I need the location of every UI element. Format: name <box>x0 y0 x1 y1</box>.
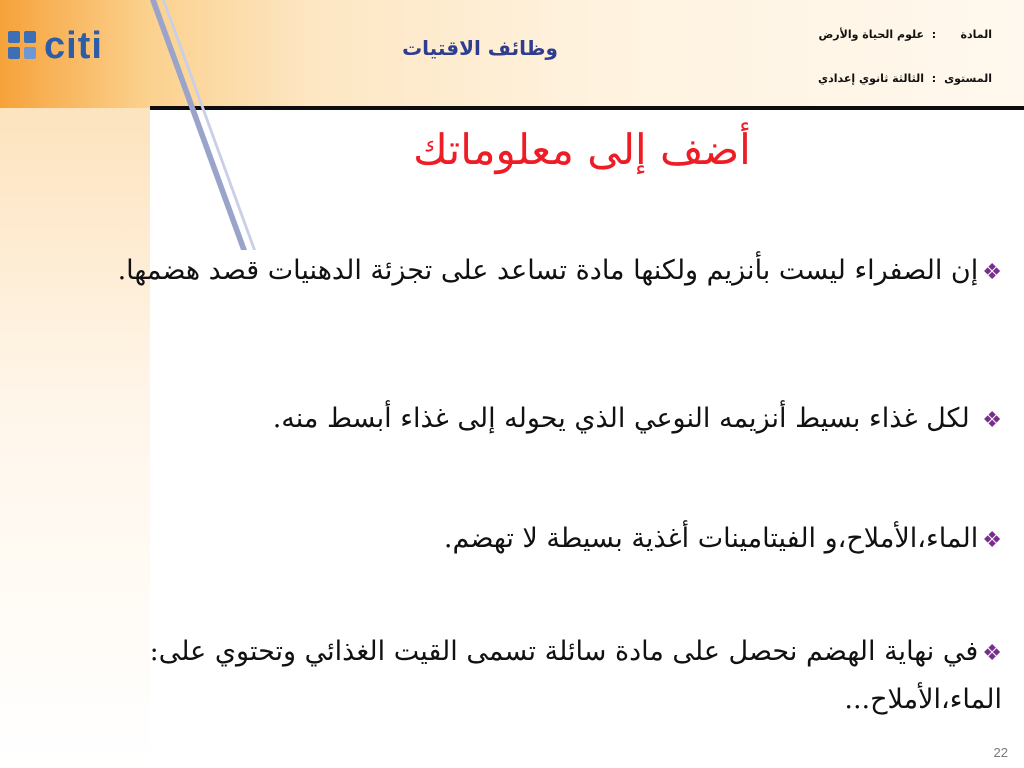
logo-icon <box>8 31 38 61</box>
citi-logo <box>8 26 103 66</box>
separator: : <box>931 28 937 41</box>
diamond-bullet-icon: ❖ <box>982 641 1002 666</box>
diamond-bullet-icon: ❖ <box>982 260 1002 285</box>
bullet-item <box>100 248 1002 296</box>
level-label: المستوى <box>944 72 992 85</box>
level-line <box>818 72 992 85</box>
header-title: وظائف الاقتيات <box>402 36 558 60</box>
separator: : <box>931 72 937 85</box>
subject-value: علوم الحياة والأرض <box>818 28 924 41</box>
bullet-text: إن الصفراء ليست بأنزيم ولكنها مادة تساعد على تجزئة الدهنيات قصد هضمها. <box>117 255 979 286</box>
subject-label: المادة <box>960 28 992 41</box>
bullet-text: الماء،الأملاح،و الفيتامينات أغذية بسيطة لا تهضم. <box>443 523 979 554</box>
subject-line <box>819 28 993 41</box>
bullet-item <box>100 396 1002 444</box>
bullet-text: في نهاية الهضم نحصل على مادة سائلة تسمى القيت الغذائي وتحتوي على: الماء،الأملاح... <box>149 636 1002 715</box>
bullet-item <box>100 516 1002 564</box>
header-divider <box>150 106 1024 110</box>
level-value: الثالثة ثانوي إعدادي <box>818 72 924 85</box>
bullet-text: لكل غذاء بسيط أنزيمه النوعي الذي يحوله إلى غذاء أبسط منه. <box>272 403 979 434</box>
page-number: 22 <box>993 745 1008 760</box>
bullet-item <box>100 629 1002 723</box>
logo-text: citi <box>44 24 103 67</box>
slide-title: أضف إلى معلوماتك <box>413 125 751 174</box>
diamond-bullet-icon: ❖ <box>982 408 1002 433</box>
diamond-bullet-icon: ❖ <box>982 528 1002 553</box>
